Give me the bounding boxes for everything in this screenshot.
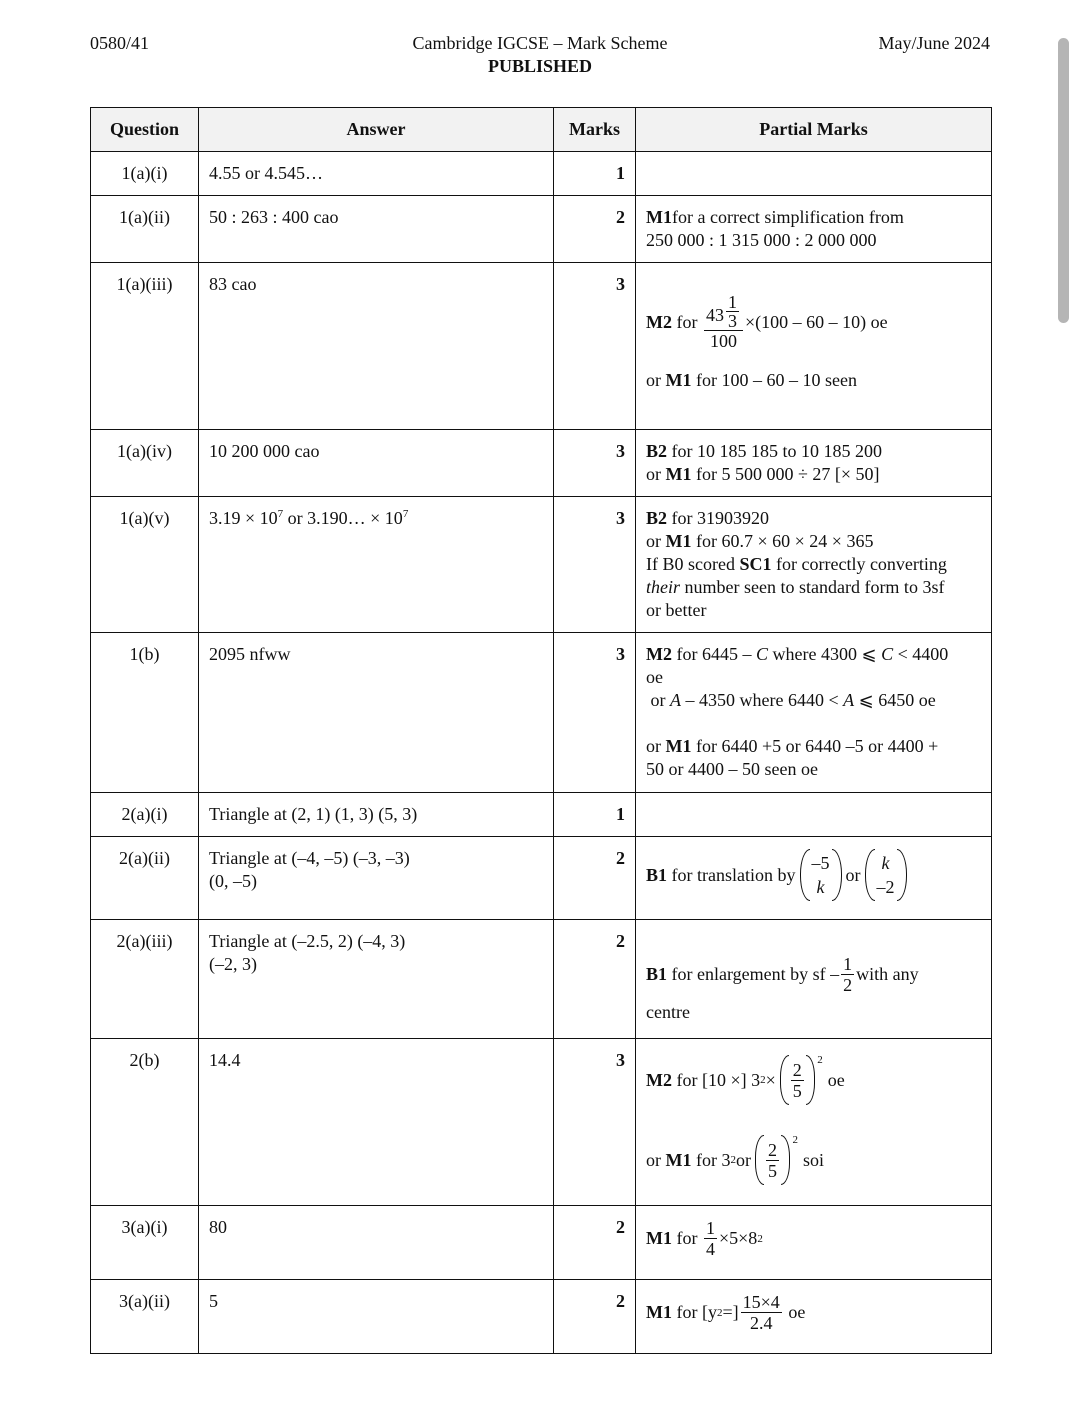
math-expression: =] [722, 1302, 739, 1322]
marks-cell: 3 [554, 497, 636, 633]
numerator: 1 [706, 1218, 715, 1238]
answer-text: 3.19 × 10 [209, 508, 278, 528]
answer-cell [199, 497, 554, 633]
partial-text: for 31903920 [671, 508, 770, 528]
table-row [91, 1280, 992, 1354]
table-row [91, 633, 992, 793]
partial-marks-cell [636, 1039, 992, 1206]
partial-text: for enlargement by sf – [671, 964, 840, 984]
fraction [741, 1292, 782, 1333]
partial-text: oe [788, 1302, 806, 1322]
partial-text: or better [646, 600, 707, 620]
column-header-marks: Marks [554, 108, 636, 152]
table-row [91, 1039, 992, 1206]
parenthesized-fraction [755, 1134, 798, 1185]
mark-code: M1 [646, 1228, 672, 1248]
partial-text: for a correct simplification from [672, 207, 904, 227]
table-row [91, 920, 992, 1039]
answer-text: or 3.190… × 10 [283, 508, 403, 528]
b1-expression [646, 954, 919, 995]
marks-cell: 3 [554, 633, 636, 793]
vector-bottom: –2 [876, 877, 895, 897]
answer-text: (0, –5) [209, 871, 257, 891]
exponent: 7 [402, 508, 409, 520]
partial-marks-cell [636, 263, 992, 430]
partial-text: their [646, 577, 680, 597]
table-row [91, 793, 992, 837]
question-cell: 1(b) [91, 633, 199, 793]
mark-code: M2 [646, 644, 672, 664]
partial-text: × [765, 1069, 776, 1090]
marks-cell: 1 [554, 152, 636, 196]
marks-cell: 2 [554, 1280, 636, 1354]
partial-text: for [10 ×] 3 [676, 1069, 761, 1090]
marks-cell: 2 [554, 1206, 636, 1280]
partial-text: or [646, 736, 661, 756]
exponent: 2 [792, 1134, 798, 1146]
partial-marks-cell [636, 1280, 992, 1354]
question-cell: 2(a)(iii) [91, 920, 199, 1039]
partial-text: for 3 [696, 1149, 731, 1170]
partial-text: or [650, 690, 670, 710]
variable: C [881, 644, 894, 664]
denominator: 2.4 [749, 1313, 773, 1333]
partial-text: oe [827, 1069, 845, 1090]
partial-marks-cell [636, 837, 992, 920]
denominator: 2 [843, 975, 853, 995]
table-row [91, 196, 992, 263]
table-row [91, 837, 992, 920]
header-status: PUBLISHED [487, 56, 593, 76]
marks-cell: 2 [554, 837, 636, 920]
partial-text: < 4400 [893, 644, 949, 664]
mark-code: M1 [646, 207, 672, 227]
variable: A [843, 690, 855, 710]
mark-code: M1 [665, 464, 692, 484]
answer-text: Triangle at (–2.5, 2) (–4, 3) [209, 931, 406, 951]
partial-marks-cell [636, 633, 992, 793]
denominator: 4 [706, 1239, 715, 1259]
partial-marks-cell [636, 920, 992, 1039]
fraction [704, 293, 743, 351]
question-cell: 1(a)(i) [91, 152, 199, 196]
answer-cell: 50 : 263 : 400 cao [199, 196, 554, 263]
mark-code: B2 [646, 441, 668, 461]
partial-text: for 100 – 60 – 10 seen [696, 370, 857, 390]
table-row [91, 1206, 992, 1280]
marks-cell: 1 [554, 793, 636, 837]
math-expression: ×(100 – 60 – 10) [745, 311, 867, 332]
answer-text: (–2, 3) [209, 954, 257, 974]
partial-text: – 4350 where 6440 < [681, 690, 844, 710]
question-cell: 2(a)(ii) [91, 837, 199, 920]
variable: C [756, 644, 769, 664]
denominator: 100 [710, 331, 737, 351]
partial-text: If B0 scored [646, 554, 735, 574]
exponent: 7 [277, 508, 284, 520]
answer-cell: Triangle at (2, 1) (1, 3) (5, 3) [199, 793, 554, 837]
partial-text: where 4300 ⩽ [768, 644, 882, 664]
column-vector [800, 849, 842, 901]
partial-text: for 10 185 185 to 10 185 200 [671, 441, 883, 461]
partial-text: or [646, 464, 661, 484]
column-vector [865, 849, 907, 901]
fraction [704, 1218, 717, 1259]
answer-cell [199, 837, 554, 920]
partial-text: 250 000 : 1 315 000 : 2 000 000 [646, 230, 877, 250]
mark-code: M2 [646, 1069, 672, 1090]
question-cell: 2(b) [91, 1039, 199, 1206]
mark-scheme-table [90, 107, 992, 1354]
answer-cell [199, 920, 554, 1039]
denominator: 3 [728, 311, 737, 331]
m2-expression [646, 293, 888, 351]
vector-top: k [881, 853, 890, 873]
numerator: 2 [768, 1139, 777, 1160]
partial-text: with any [856, 964, 919, 984]
mixed-whole: 43 [706, 305, 724, 325]
question-cell: 1(a)(ii) [91, 196, 199, 263]
parenthesized-fraction [780, 1054, 823, 1105]
partial-marks-cell [636, 793, 992, 837]
mark-code: B1 [646, 964, 668, 984]
answer-cell: 4.55 or 4.545… [199, 152, 554, 196]
mark-code: SC1 [739, 554, 772, 574]
partial-text: for 60.7 × 60 × 24 × 365 [696, 531, 874, 551]
column-header-answer: Answer [199, 108, 554, 152]
partial-text: for 6445 – [676, 644, 756, 664]
answer-cell: 14.4 [199, 1039, 554, 1206]
mark-code: M1 [665, 1149, 692, 1170]
partial-text: for [676, 311, 698, 332]
numerator: 15×4 [742, 1292, 780, 1312]
header-title: Cambridge IGCSE – Mark Scheme [412, 33, 668, 53]
table-row [91, 263, 992, 430]
partial-text: 50 or 4400 – 50 seen oe [646, 759, 818, 779]
question-cell: 1(a)(iii) [91, 263, 199, 430]
partial-text: for translation by [671, 864, 796, 885]
question-cell: 1(a)(iv) [91, 430, 199, 497]
math-expression: [y [702, 1302, 717, 1322]
partial-text: ⩽ 6450 oe [854, 690, 936, 710]
marks-cell: 3 [554, 1039, 636, 1206]
marks-cell: 3 [554, 263, 636, 430]
partial-text: or [646, 370, 661, 390]
partial-marks-cell [636, 497, 992, 633]
variable: A [670, 690, 681, 710]
answer-cell: 10 200 000 cao [199, 430, 554, 497]
partial-text: or [646, 1149, 661, 1170]
m1-expression: or M1 for 3 2 or $\frac{2}{5}$ 2 soi [646, 1135, 824, 1185]
partial-text: centre [646, 1002, 690, 1022]
mark-code: B2 [646, 508, 668, 528]
answer-text: Triangle at (–4, –5) (–3, –3) [209, 848, 410, 868]
vector-top: –5 [811, 853, 830, 873]
partial-text: or [736, 1149, 751, 1170]
table-row [91, 430, 992, 497]
answer-cell: 83 cao [199, 263, 554, 430]
table-row [91, 497, 992, 633]
partial-text: or [845, 864, 861, 885]
partial-marks-cell [636, 196, 992, 263]
m1-expression: M1 for $\frac{1}{4}$ ×5×8 2 [646, 1218, 763, 1259]
math-expression: ×5×8 [719, 1228, 758, 1248]
question-cell: 3(a)(i) [91, 1206, 199, 1280]
partial-text: for 5 500 000 ÷ 27 [× 50] [696, 464, 880, 484]
partial-text: or [646, 531, 661, 551]
vertical-scrollbar[interactable] [1058, 38, 1069, 323]
fraction [841, 954, 854, 995]
mark-code: M1 [646, 1302, 672, 1322]
m1-expression: M1 for [y 2 =] $\frac{15\times 4}{2.4}$ oe [646, 1292, 806, 1333]
marks-cell: 2 [554, 196, 636, 263]
answer-cell: 5 [199, 1280, 554, 1354]
table-row [91, 152, 992, 196]
header-code: 0580/41 [90, 33, 150, 53]
partial-marks-cell [636, 430, 992, 497]
question-cell: 3(a)(ii) [91, 1280, 199, 1354]
answer-cell: 80 [199, 1206, 554, 1280]
m2-expression: M2 for [10 ×] 3 2 × $\frac{2}{5}$ 2 oe [646, 1055, 845, 1105]
partial-text: for correctly converting [776, 554, 947, 574]
denominator: 5 [792, 1080, 802, 1101]
marks-cell: 2 [554, 920, 636, 1039]
numerator: 2 [792, 1059, 802, 1080]
mark-code: B1 [646, 864, 668, 885]
partial-text: for [676, 1228, 698, 1248]
partial-text: oe [646, 667, 663, 687]
column-header-partial-marks: Partial Marks [636, 108, 992, 152]
partial-text: for 6440 +5 or 6440 –5 or 4400 + [696, 736, 939, 756]
mark-code: M2 [646, 311, 672, 332]
partial-text: soi [803, 1149, 825, 1170]
table-header-row [91, 108, 992, 152]
mark-code: M1 [665, 531, 692, 551]
partial-marks-cell [636, 152, 992, 196]
vector-bottom: k [816, 877, 825, 897]
partial-text: oe [870, 311, 888, 332]
header-session: May/June 2024 [878, 33, 990, 53]
mark-code: M1 [665, 736, 692, 756]
mark-code: M1 [665, 370, 692, 390]
question-cell: 2(a)(i) [91, 793, 199, 837]
b1-expression [646, 849, 911, 901]
partial-text: number seen to standard form to 3sf [684, 577, 945, 597]
question-cell: 1(a)(v) [91, 497, 199, 633]
numerator: 1 [843, 954, 853, 974]
numerator: 1 [728, 292, 737, 312]
exponent: 2 [817, 1054, 823, 1066]
marks-cell: 3 [554, 430, 636, 497]
partial-marks-cell [636, 1206, 992, 1280]
partial-text: for [676, 1302, 698, 1322]
answer-cell: 2095 nfww [199, 633, 554, 793]
column-header-question: Question [91, 108, 199, 152]
denominator: 5 [768, 1160, 777, 1181]
mixed-fraction [726, 293, 739, 330]
